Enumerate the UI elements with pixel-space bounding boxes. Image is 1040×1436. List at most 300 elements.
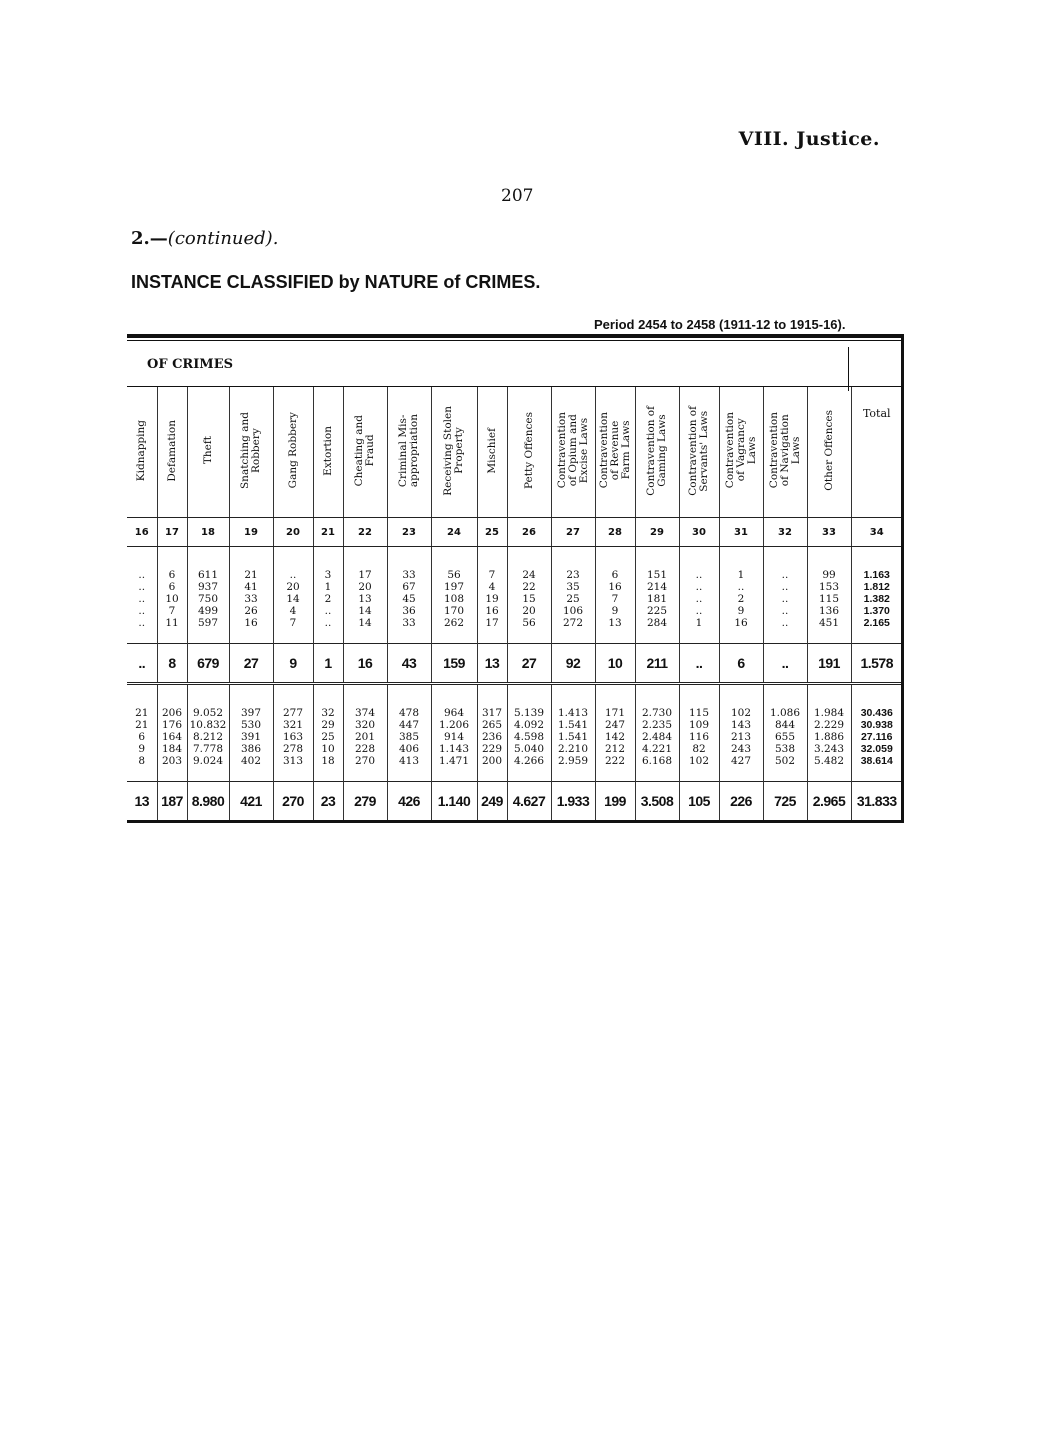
table-cell: 270	[343, 755, 387, 767]
column-header	[187, 387, 229, 518]
table-cell: 2.210	[551, 743, 595, 755]
spacer-cell	[229, 767, 273, 782]
spacer-cell	[851, 767, 902, 782]
table-cell: 374	[343, 707, 387, 719]
table-cell: 1.812	[851, 581, 902, 593]
table-cell: 45	[387, 593, 431, 605]
table-cell: ..	[138, 569, 146, 581]
table-cell: 4.266	[507, 755, 551, 767]
table-cell: 1.382	[851, 593, 902, 605]
table-cell: 21	[229, 569, 273, 581]
average-cell: 92	[551, 644, 595, 684]
table-cell: 4	[477, 581, 507, 593]
spacer-cell	[507, 767, 551, 782]
average-cell: 421	[229, 782, 273, 822]
divider	[848, 347, 849, 391]
spacer-cell	[635, 767, 679, 782]
spacer-cell	[507, 629, 551, 644]
table-cell: 9	[138, 743, 146, 755]
table-cell: 9.052	[187, 707, 229, 719]
table-cell: 6.168	[635, 755, 679, 767]
spacer-cell	[851, 547, 902, 570]
table-cell: 214	[635, 581, 679, 593]
table-cell: ..	[138, 581, 146, 593]
table-cell: 163	[273, 731, 313, 743]
table-cell: 143	[719, 719, 763, 731]
table-cell: 2.165	[851, 617, 902, 629]
table-cell: 25	[313, 731, 343, 743]
table-cell: 26	[229, 605, 273, 617]
spacer-cell	[431, 767, 477, 782]
table-row	[127, 755, 902, 767]
table-cell: 391	[229, 731, 273, 743]
table-cell: 451	[807, 617, 851, 629]
table-cell: 18	[313, 755, 343, 767]
average-cell: 3.508	[635, 782, 679, 822]
table-cell: 597	[187, 617, 229, 629]
crime-table	[127, 334, 902, 823]
table-cell: 1.984	[807, 707, 851, 719]
spacer-cell	[157, 629, 187, 644]
spacer-cell	[127, 684, 157, 708]
table-cell: 16	[229, 617, 273, 629]
spacer-row	[127, 629, 902, 644]
table-cell: ..	[313, 617, 343, 629]
table-cell: ..	[763, 605, 807, 617]
table-cell: 413	[387, 755, 431, 767]
column-header-label: Gang Robbery	[286, 412, 299, 489]
table-cell: 655	[763, 731, 807, 743]
page-number: 207	[501, 186, 534, 206]
spacer-cell	[229, 629, 273, 644]
table-cell: 10	[157, 593, 187, 605]
table-cell: 611	[187, 569, 229, 581]
column-header-label: Cheating and Fraud	[353, 414, 376, 487]
table-cell: 427	[719, 755, 763, 767]
spacer-cell	[551, 547, 595, 570]
table-cell: 1.143	[431, 743, 477, 755]
table-cell: 964	[431, 707, 477, 719]
spacer-cell	[273, 684, 313, 708]
column-number: 33	[807, 518, 851, 547]
average-cell: 1.933	[551, 782, 595, 822]
table-cell: 29	[313, 719, 343, 731]
table-cell: 317	[477, 707, 507, 719]
spacer-cell	[807, 629, 851, 644]
average-cell: 13	[477, 644, 507, 684]
table-cell: 7	[595, 593, 635, 605]
spacer-cell	[387, 767, 431, 782]
column-header-label: Receiving Stolen Property	[442, 405, 465, 496]
table-cell: ..	[273, 569, 313, 581]
divider	[127, 386, 902, 387]
table-cell: 1.413	[551, 707, 595, 719]
column-header	[635, 387, 679, 518]
spacer-cell	[313, 547, 343, 570]
column-header	[807, 387, 851, 518]
table-cell: 228	[343, 743, 387, 755]
column-number: 20	[273, 518, 313, 547]
spacer-cell	[343, 684, 387, 708]
table-cell: 33	[387, 569, 431, 581]
table-cell: ..	[679, 605, 719, 617]
table-cell: 6	[138, 731, 146, 743]
table-cell: 136	[807, 605, 851, 617]
group-header	[127, 341, 902, 387]
spacer-cell	[551, 684, 595, 708]
column-header-label: Contravention of Revenue Farm Laws	[597, 412, 632, 489]
column-header	[343, 387, 387, 518]
spacer-cell	[313, 684, 343, 708]
table-cell: 153	[807, 581, 851, 593]
column-header	[679, 387, 719, 518]
column-header	[313, 387, 343, 518]
table-cell: 16	[719, 617, 763, 629]
table-cell: 19	[477, 593, 507, 605]
average-cell: 1.578	[851, 644, 902, 684]
average-cell: 8	[157, 644, 187, 684]
column-number: 32	[763, 518, 807, 547]
table-cell: 102	[679, 755, 719, 767]
average-cell: 43	[387, 644, 431, 684]
spacer-cell	[679, 547, 719, 570]
average-cell: 270	[273, 782, 313, 822]
table-number	[131, 228, 278, 249]
table-cell: 164	[157, 731, 187, 743]
average-cell: 9	[273, 644, 313, 684]
table-cell: 4.092	[507, 719, 551, 731]
spacer-cell	[343, 767, 387, 782]
table-cell: 538	[763, 743, 807, 755]
spacer-cell	[273, 547, 313, 570]
average-cell: 679	[187, 644, 229, 684]
right-border	[901, 334, 904, 823]
column-header	[477, 387, 507, 518]
table-cell: 212	[595, 743, 635, 755]
average-cell: ..	[763, 644, 807, 684]
average-cell: 6	[719, 644, 763, 684]
average-cell: 211	[635, 644, 679, 684]
average-cell: 10	[595, 644, 635, 684]
table-cell: 3	[313, 569, 343, 581]
table-cell: 5.482	[807, 755, 851, 767]
table-cell: 17	[477, 617, 507, 629]
column-header-label: Other Offences	[822, 410, 835, 491]
table-cell: 9.024	[187, 755, 229, 767]
column-header	[157, 387, 187, 518]
table-cell: 32.059	[851, 743, 902, 755]
spacer-cell	[477, 629, 507, 644]
table-cell: 35	[551, 581, 595, 593]
table-cell: ..	[679, 593, 719, 605]
table-cell: 313	[273, 755, 313, 767]
average-cell: 1.140	[431, 782, 477, 822]
table-cell: 9	[719, 605, 763, 617]
table-cell: 21	[135, 707, 149, 719]
table-cell: 30.938	[851, 719, 902, 731]
table-cell: 197	[431, 581, 477, 593]
spacer-cell	[635, 629, 679, 644]
table-cell: ..	[763, 617, 807, 629]
table-cell: ..	[763, 581, 807, 593]
column-header-label: Criminal Mis- appropriation	[397, 413, 420, 488]
table-cell: 2.229	[807, 719, 851, 731]
column-header-label: Snatching and Robbery	[239, 411, 262, 489]
table-cell: 176	[157, 719, 187, 731]
table-cell: 184	[157, 743, 187, 755]
spacer-cell	[551, 767, 595, 782]
table-cell: 247	[595, 719, 635, 731]
table-row	[127, 731, 902, 743]
spacer-cell	[431, 547, 477, 570]
table-cell: 99	[807, 569, 851, 581]
table-cell: 13	[343, 593, 387, 605]
average-cell: 426	[387, 782, 431, 822]
column-header-label: Mischief	[485, 427, 498, 474]
table-cell: ..	[763, 569, 807, 581]
table-cell: 937	[187, 581, 229, 593]
column-number: 34	[851, 518, 902, 547]
table-cell: 115	[807, 593, 851, 605]
spacer-cell	[477, 547, 507, 570]
column-header	[719, 387, 763, 518]
table-cell: 265	[477, 719, 507, 731]
average-row	[127, 644, 902, 684]
spacer-cell	[127, 547, 157, 570]
table-cell: 2	[719, 593, 763, 605]
table-cell: 7	[157, 605, 187, 617]
table-cell: 222	[595, 755, 635, 767]
column-number: 28	[595, 518, 635, 547]
table-cell: 206	[157, 707, 187, 719]
spacer-cell	[719, 547, 763, 570]
table-cell: 402	[229, 755, 273, 767]
table-cell: 1.206	[431, 719, 477, 731]
spacer-cell	[763, 629, 807, 644]
spacer-cell	[679, 684, 719, 708]
column-header	[551, 387, 595, 518]
table-cell: 203	[157, 755, 187, 767]
average-cell: 226	[719, 782, 763, 822]
table-cell: 41	[229, 581, 273, 593]
spacer-cell	[229, 547, 273, 570]
table-cell: 1.086	[763, 707, 807, 719]
spacer-cell	[273, 629, 313, 644]
column-number: 23	[387, 518, 431, 547]
average-cell: 31.833	[851, 782, 902, 822]
column-number: 17	[157, 518, 187, 547]
average-cell: 8.980	[187, 782, 229, 822]
average-cell: 725	[763, 782, 807, 822]
table-cell: 23	[551, 569, 595, 581]
spacer-cell	[507, 547, 551, 570]
table-cell: 33	[387, 617, 431, 629]
table-cell: 750	[187, 593, 229, 605]
table-cell: 108	[431, 593, 477, 605]
table-cell: 2.235	[635, 719, 679, 731]
spacer-cell	[157, 767, 187, 782]
spacer-cell	[719, 767, 763, 782]
table-cell: 3.243	[807, 743, 851, 755]
column-header-label: Extortion	[321, 425, 334, 476]
spacer-cell	[387, 629, 431, 644]
table-cell: 478	[387, 707, 431, 719]
table-cell: 213	[719, 731, 763, 743]
spacer-cell	[187, 767, 229, 782]
spacer-row	[127, 684, 902, 708]
table-row	[127, 593, 902, 605]
table-cell: 1	[313, 581, 343, 593]
spacer-cell	[807, 547, 851, 570]
table-cell: 5.139	[507, 707, 551, 719]
column-header-label: Theft	[201, 436, 214, 465]
column-header	[127, 387, 157, 518]
table-cell: 914	[431, 731, 477, 743]
table-cell: 1.541	[551, 719, 595, 731]
table-cell: 5.040	[507, 743, 551, 755]
table-cell: 171	[595, 707, 635, 719]
average-cell: 159	[431, 644, 477, 684]
table-cell: 278	[273, 743, 313, 755]
spacer-cell	[431, 684, 477, 708]
spacer-cell	[387, 684, 431, 708]
period-label: Period 2454 to 2458 (1911-12 to 1915-16).	[594, 317, 846, 332]
column-number: 26	[507, 518, 551, 547]
table-cell: 1.886	[807, 731, 851, 743]
spacer-cell	[635, 684, 679, 708]
table-cell: 236	[477, 731, 507, 743]
table-cell: 502	[763, 755, 807, 767]
table-cell: ..	[679, 581, 719, 593]
spacer-cell	[229, 684, 273, 708]
table-cell: 82	[679, 743, 719, 755]
table-cell: 4.598	[507, 731, 551, 743]
table-cell: 6	[157, 581, 187, 593]
table-cell: 115	[679, 707, 719, 719]
column-header-label: Total	[862, 407, 891, 420]
average-cell: 4.627	[507, 782, 551, 822]
spacer-cell	[851, 684, 902, 708]
table-cell: 106	[551, 605, 595, 617]
spacer-cell	[679, 629, 719, 644]
column-header-label: Contravention of Servants' Laws	[687, 405, 710, 496]
table-cell: 1.541	[551, 731, 595, 743]
spacer-cell	[477, 684, 507, 708]
average-cell: ..	[679, 644, 719, 684]
table-cell: ..	[138, 605, 146, 617]
table-cell: 6	[157, 569, 187, 581]
table-cell: 13	[595, 617, 635, 629]
table-cell: ..	[138, 617, 146, 629]
table-cell: 201	[343, 731, 387, 743]
table-cell: 33	[229, 593, 273, 605]
table-cell: 10	[313, 743, 343, 755]
spacer-cell	[187, 684, 229, 708]
column-number: 27	[551, 518, 595, 547]
table-cell: ..	[138, 593, 146, 605]
table-cell: ..	[763, 593, 807, 605]
table-cell: ..	[719, 581, 763, 593]
table-cell: 2.959	[551, 755, 595, 767]
table-row	[127, 617, 902, 629]
table-cell: 56	[507, 617, 551, 629]
table-cell: 11	[157, 617, 187, 629]
table-cell: 181	[635, 593, 679, 605]
table-cell: 530	[229, 719, 273, 731]
spacer-cell	[595, 767, 635, 782]
spacer-cell	[763, 684, 807, 708]
table-cell: 109	[679, 719, 719, 731]
spacer-cell	[387, 547, 431, 570]
spacer-cell	[431, 629, 477, 644]
table-cell: 277	[273, 707, 313, 719]
average-cell: 23	[313, 782, 343, 822]
table-cell: 27.116	[851, 731, 902, 743]
table-cell: 32	[313, 707, 343, 719]
column-number: 21	[313, 518, 343, 547]
table-cell: 14	[343, 617, 387, 629]
average-cell: 249	[477, 782, 507, 822]
spacer-cell	[635, 547, 679, 570]
table-cell: 1	[719, 569, 763, 581]
table-cell: 2.730	[635, 707, 679, 719]
spacer-cell	[807, 684, 851, 708]
column-header-label: Petty Offences	[522, 411, 535, 490]
column-header-label: Kidnapping	[135, 419, 148, 482]
average-cell: 105	[679, 782, 719, 822]
table-cell: 14	[343, 605, 387, 617]
average-cell: 13	[127, 782, 157, 822]
spacer-cell	[313, 767, 343, 782]
table-cell: 20	[343, 581, 387, 593]
table-cell: 385	[387, 731, 431, 743]
table-cell: 56	[431, 569, 477, 581]
spacer-cell	[763, 547, 807, 570]
column-header	[431, 387, 477, 518]
column-header-label: Defamation	[165, 419, 178, 482]
table-cell: 14	[273, 593, 313, 605]
table-cell: 4	[273, 605, 313, 617]
spacer-cell	[719, 629, 763, 644]
column-number: 16	[127, 518, 157, 547]
table-row	[127, 569, 902, 581]
table-cell: 2	[313, 593, 343, 605]
spacer-cell	[187, 629, 229, 644]
table-cell: 24	[507, 569, 551, 581]
column-number: 25	[477, 518, 507, 547]
spacer-cell	[763, 767, 807, 782]
average-cell: 27	[229, 644, 273, 684]
table-cell: 170	[431, 605, 477, 617]
column-number: 31	[719, 518, 763, 547]
average-cell: 187	[157, 782, 187, 822]
table-cell: 102	[719, 707, 763, 719]
average-cell: 191	[807, 644, 851, 684]
table-cell: 38.614	[851, 755, 902, 767]
table-cell: 7.778	[187, 743, 229, 755]
column-header	[851, 387, 902, 518]
column-number: 24	[431, 518, 477, 547]
table-cell: 397	[229, 707, 273, 719]
spacer-cell	[187, 547, 229, 570]
table-cell: 16	[595, 581, 635, 593]
average-cell: 16	[343, 644, 387, 684]
table-cell: 406	[387, 743, 431, 755]
table-cell: 2.484	[635, 731, 679, 743]
spacer-cell	[679, 767, 719, 782]
average-row	[127, 782, 902, 822]
table-cell: 10.832	[187, 719, 229, 731]
